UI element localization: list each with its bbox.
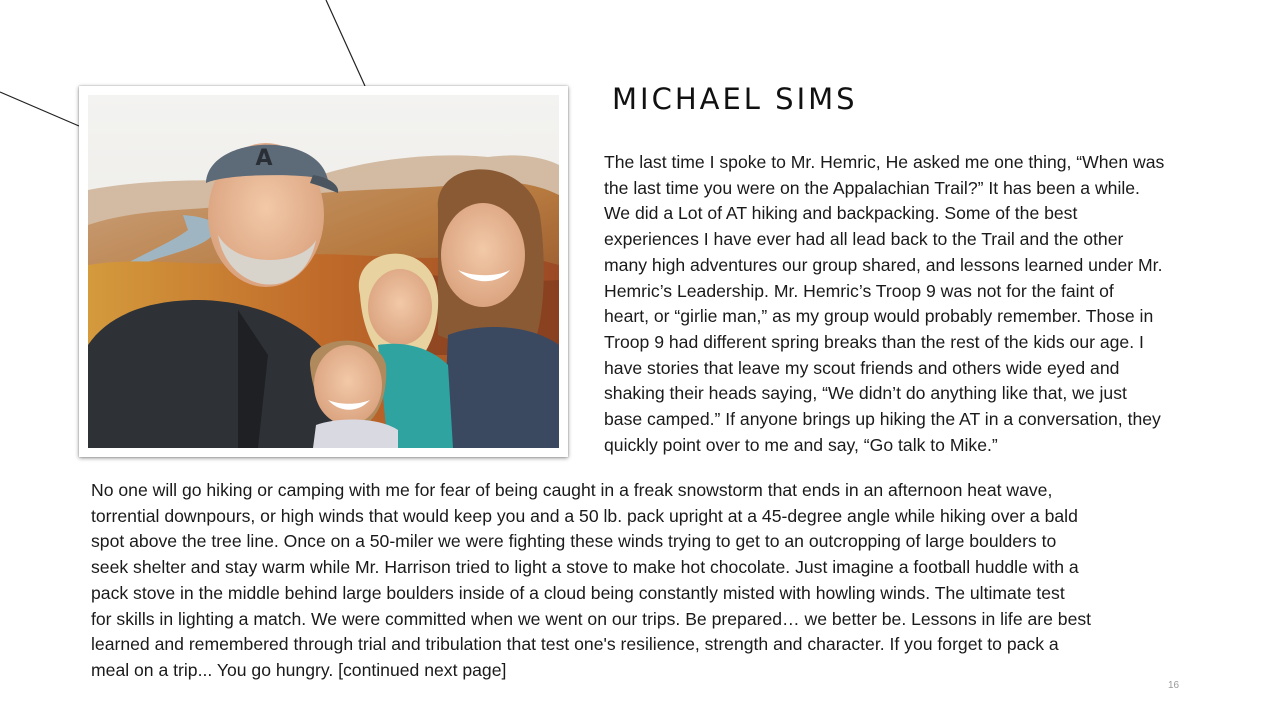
photo-frame <box>79 86 568 457</box>
photo-illustration <box>88 95 559 448</box>
text-line: We did a Lot of AT hiking and backpacking. Some of the best <box>604 203 1078 224</box>
text-line: pack stove in the middle behind large boulders inside of a cloud being constantly misted with howling winds. The ultimate test <box>91 582 1065 603</box>
body-paragraph <box>91 478 1211 684</box>
page-number: 16 <box>1168 680 1180 691</box>
text-line: seek shelter and stay warm while Mr. Harrison tried to light a stove to make hot chocolate. Just imagine a football huddle with a <box>91 557 1079 578</box>
text-line: for skills in lighting a match. We were committed when we went on our trips. Be prepared… we better be. Lessons in life are best <box>91 608 1092 629</box>
text-line: torrential downpours, or high winds that would keep you and a 50 lb. pack upright at a 45-degree angle while hiking over a bald <box>91 505 1078 526</box>
text-line: quickly point over to me and say, “Go talk to Mike.” <box>604 434 998 455</box>
text-line: have stories that leave my scout friends and others wide eyed and <box>604 357 1120 378</box>
cap-logo-letter: A <box>255 146 273 171</box>
text-line: Hemric’s Leadership. Mr. Hemric’s Troop 9 was not for the faint of <box>604 280 1114 301</box>
text-line: spot above the tree line. Once on a 50-miler we were fighting these winds trying to get to an outcropping of large boulders to <box>91 531 1057 552</box>
text-line: No one will go hiking or camping with me for fear of being caught in a freak snowstorm that ends in an afternoon heat wave, <box>91 480 1053 500</box>
intro-paragraph <box>604 150 1232 458</box>
text-line: meal on a trip... You go hungry. [continued next page] <box>91 659 507 680</box>
text-line: many high adventures our group shared, and lessons learned under Mr. <box>604 254 1163 275</box>
text-line: heart, or “girlie man,” as my group would probably remember. Those in <box>604 306 1154 327</box>
decorative-line-left <box>0 92 79 126</box>
family-selfie-photo <box>88 95 559 448</box>
text-line: Troop 9 had different spring breaks than the rest of the kids our age. I <box>604 331 1144 352</box>
text-line: learned and remembered through trial and tribulation that test one's resilience, strength and character. If you forget to pack a <box>91 634 1059 655</box>
text-line: base camped.” If anyone brings up hiking the AT in a conversation, they <box>604 409 1161 430</box>
text-line: The last time I spoke to Mr. Hemric, He asked me one thing, “When was <box>604 152 1165 172</box>
page-title: MICHAEL SIMS <box>612 82 858 116</box>
decorative-line-top <box>326 0 365 86</box>
text-line: experiences I have ever had all lead back to the Trail and the other <box>604 229 1124 250</box>
text-line: the last time you were on the Appalachian Trail?” It has been a while. <box>604 177 1140 198</box>
text-line: shaking their heads saying, “We didn’t do anything like that, we just <box>604 383 1127 404</box>
